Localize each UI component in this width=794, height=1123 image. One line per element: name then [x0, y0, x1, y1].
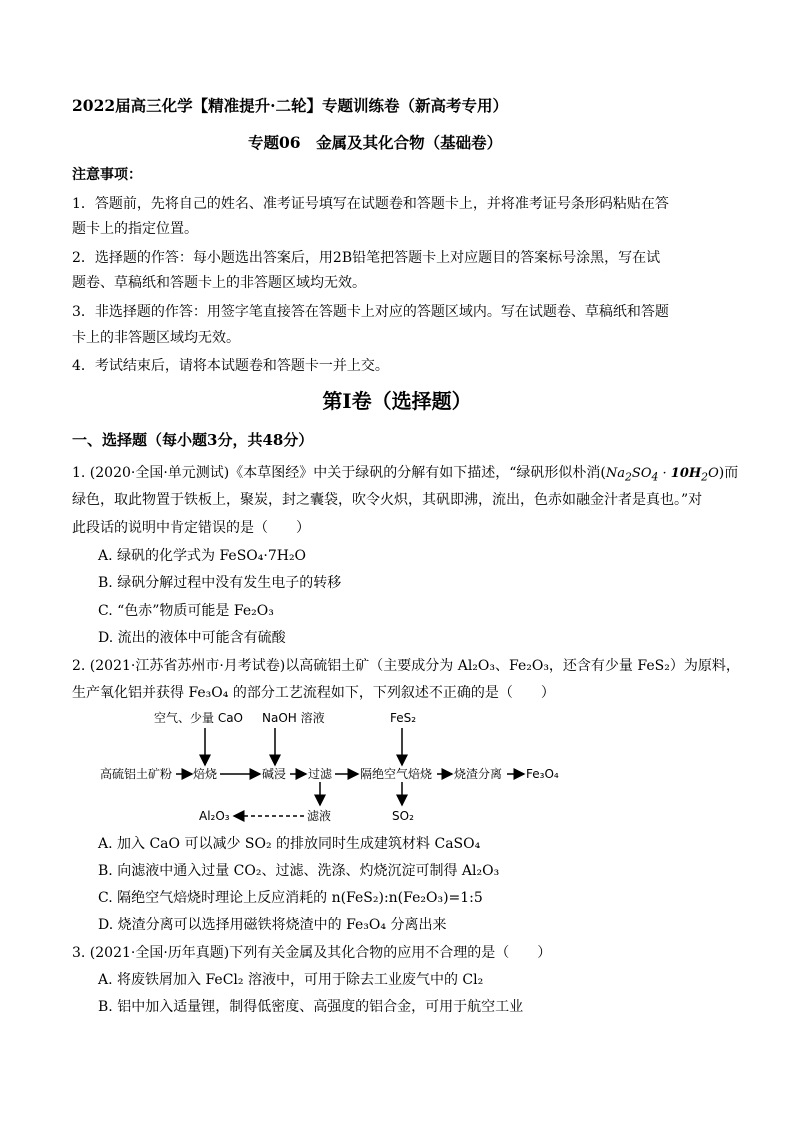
input-air-cao: 空气、少量 CaO	[154, 711, 243, 725]
question-1-stem	[72, 463, 738, 488]
notice-line: 题卷、草稿纸和答题卡上的非答题区域均无效。	[72, 275, 366, 291]
process-flow-diagram	[94, 710, 564, 828]
node-ore: 高硫铝土矿粉	[100, 767, 173, 781]
question-2-option-c: C. 隔绝空气焙烧时理论上反应消耗的 n(FeS₂):n(Fe₂O₃)=1:5	[98, 890, 483, 906]
notice-line: 3．非选择题的作答：用签字笔直接答在答题卡上对应的答题区域内。写在试题卷、草稿纸和答题	[72, 304, 669, 320]
question-1-option-d: D. 流出的液体中可能含有硫酸	[98, 630, 286, 646]
question-1-line: 绿色，取此物置于铁板上，聚炭，封之囊袋，吹令火炽，其矾即沸，流出，色赤如融金汁者是真也。”对	[72, 492, 703, 508]
document-title: 2022届高三化学【精准提升·二轮】专题训练卷（新高考专用）	[72, 96, 509, 115]
question-1-stem-text: 1. (2020·全国·单元测试)《本草图经》中关于绿矾的分解有如下描述，“绿矾形似朴消(	[72, 465, 606, 481]
question-2-option-d: D. 烧渣分离可以选择用磁铁将烧渣中的 Fe₃O₄ 分离出来	[98, 917, 447, 933]
notice-line: 2．选择题的作答：每小题选出答案后，用2B铅笔把答题卡上对应题目的答案标号涂黑，写在试	[72, 250, 661, 266]
question-3-option-b: B. 铝中加入适量锂，制得低密度、高强度的铝合金，可用于航空工业	[98, 999, 524, 1015]
question-2-option-a: A. 加入 CaO 可以减少 SO₂ 的排放同时生成建筑材料 CaSO₄	[98, 836, 481, 852]
node-iso-roast: 隔绝空气焙烧	[360, 767, 433, 781]
part-heading: 一、选择题（每小题3分，共48分）	[72, 431, 314, 449]
notice-heading: 注意事项：	[72, 167, 142, 183]
node-roast: 焙烧	[193, 767, 218, 781]
notice-line: 题卡上的指定位置。	[72, 221, 198, 237]
node-so2: SO₂	[392, 809, 414, 823]
input-fes2: FeS₂	[390, 711, 417, 725]
section-title: 第Ⅰ卷（选择题）	[322, 389, 472, 413]
question-2-line: 生产氧化铝并获得 Fe₃O₄ 的部分工艺流程如下，下列叙述不正确的是（ ）	[72, 685, 555, 701]
node-product: Fe₃O₄	[526, 767, 559, 781]
question-2-option-b: B. 向滤液中通入过量 CO₂、过滤、洗涤、灼烧沉淀可制得 Al₂O₃	[98, 863, 500, 879]
question-1-stem-text: )而	[718, 465, 739, 481]
notice-line: 卡上的非答题区域均无效。	[72, 330, 240, 346]
node-slag-separation: 烧渣分离	[454, 767, 503, 781]
question-3-option-a: A. 将废铁屑加入 FeCl₂ 溶液中，可用于除去工业废气中的 Cl₂	[98, 972, 484, 988]
document-subtitle: 专题06 金属及其化合物（基础卷）	[248, 133, 503, 152]
question-1-option-b: B. 绿矾分解过程中没有发生电子的转移	[98, 575, 342, 591]
question-1-option-c: C. “色赤”物质可能是 Fe₂O₃	[98, 603, 274, 619]
question-1-option-a: A. 绿矾的化学式为 FeSO₄·7H₂O	[98, 548, 307, 564]
question-1-line: 此段话的说明中肯定错误的是（ ）	[72, 520, 310, 536]
input-naoh: NaOH 溶液	[262, 711, 325, 725]
node-filtrate: 滤液	[307, 809, 332, 823]
notice-line: 4．考试结束后，请将本试题卷和答题卡一并上交。	[72, 358, 389, 374]
formula-glauber-salt: $Na_2SO_4 \cdot 10H_2O$	[605, 466, 719, 484]
node-al2o3: Al₂O₃	[199, 809, 230, 823]
question-3-stem: 3. (2021·全国·历年真题)下列有关金属及其化合物的应用不合理的是（ ）	[72, 945, 552, 961]
question-2-stem: 2. (2021·江苏省苏州市·月考试卷)以高硫铝土矿（主要成分为 Al₂O₃、Fe₂O₃，还含有少量 FeS₂）为原料，	[72, 658, 740, 674]
node-alkali: 碱浸	[262, 767, 287, 781]
notice-line: 1．答题前，先将自己的姓名、准考证号填写在试题卷和答题卡上，并将准考证号条形码粘贴在答	[72, 196, 669, 212]
node-filter: 过滤	[308, 767, 333, 781]
